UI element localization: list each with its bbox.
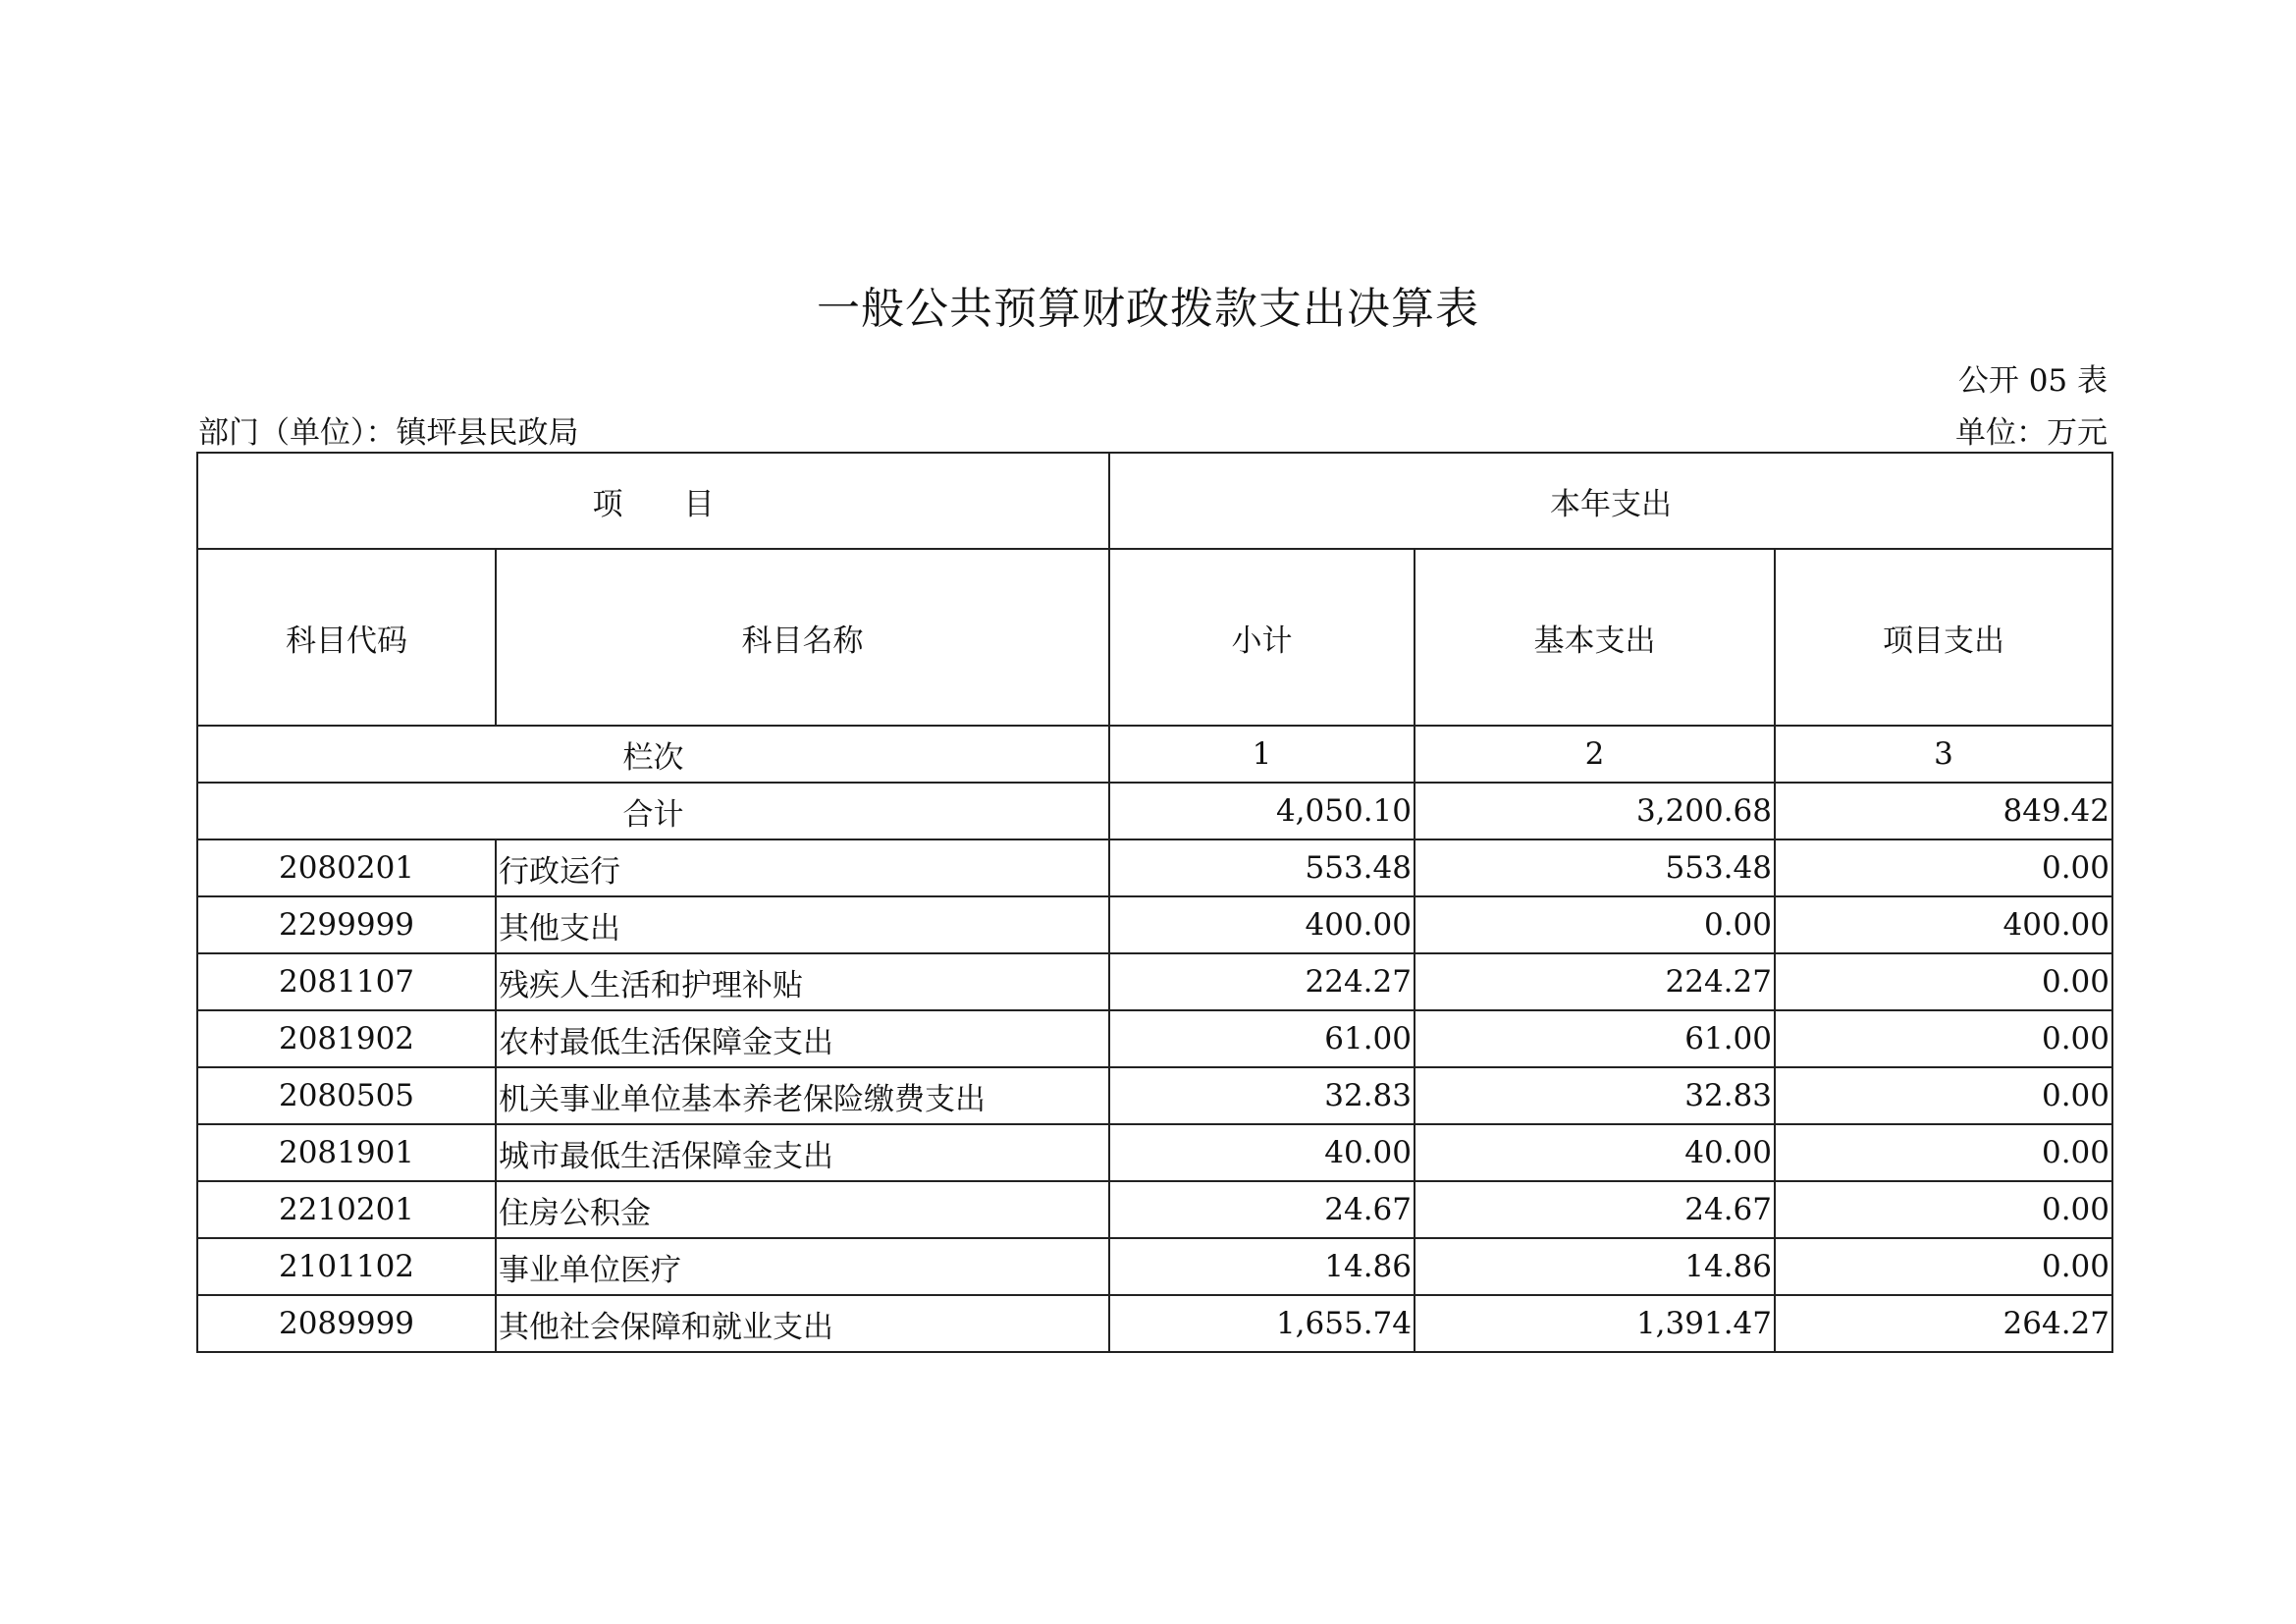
row-subtotal: 224.27 (1109, 953, 1415, 1010)
row-code: 2101102 (197, 1238, 496, 1295)
row-code: 2080505 (197, 1067, 496, 1124)
expenditure-table (196, 452, 2113, 1353)
total-row (197, 783, 2112, 839)
unit-label: 单位：万元 (1955, 415, 2108, 451)
row-project: 400.00 (1775, 896, 2112, 953)
column-number-row (197, 726, 2112, 783)
row-project: 0.00 (1775, 1181, 2112, 1238)
row-subtotal: 1,655.74 (1109, 1295, 1415, 1352)
row-project: 0.00 (1775, 1010, 2112, 1067)
header-row-bottom (197, 549, 2112, 726)
column-number-3: 3 (1775, 726, 2112, 783)
row-code: 2210201 (197, 1181, 496, 1238)
row-code: 2080201 (197, 839, 496, 896)
column-number-label: 栏次 (197, 726, 1109, 783)
row-name: 事业单位医疗 (496, 1238, 1109, 1295)
header-row-top (197, 453, 2112, 549)
row-name: 城市最低生活保障金支出 (496, 1124, 1109, 1181)
row-project: 0.00 (1775, 839, 2112, 896)
header-subtotal: 小计 (1109, 549, 1415, 726)
table-row (197, 1124, 2112, 1181)
row-basic: 553.48 (1415, 839, 1775, 896)
row-subtotal: 14.86 (1109, 1238, 1415, 1295)
row-subtotal: 400.00 (1109, 896, 1415, 953)
column-number-1: 1 (1109, 726, 1415, 783)
row-basic: 14.86 (1415, 1238, 1775, 1295)
header-name: 科目名称 (496, 549, 1109, 726)
form-number: 公开 05 表 (1957, 363, 2108, 399)
row-subtotal: 40.00 (1109, 1124, 1415, 1181)
row-basic: 1,391.47 (1415, 1295, 1775, 1352)
header-current-year: 本年支出 (1109, 453, 2112, 549)
table-row (197, 896, 2112, 953)
column-number-2: 2 (1415, 726, 1775, 783)
row-code: 2081107 (197, 953, 496, 1010)
row-basic: 40.00 (1415, 1124, 1775, 1181)
header-project: 项目支出 (1775, 549, 2112, 726)
table-row (197, 1010, 2112, 1067)
row-basic: 24.67 (1415, 1181, 1775, 1238)
row-project: 0.00 (1775, 1238, 2112, 1295)
table-row (197, 1067, 2112, 1124)
header-basic: 基本支出 (1415, 549, 1775, 726)
department-label: 部门（单位）：镇坪县民政局 (198, 415, 579, 451)
row-name: 机关事业单位基本养老保险缴费支出 (496, 1067, 1109, 1124)
total-project: 849.42 (1775, 783, 2112, 839)
total-basic: 3,200.68 (1415, 783, 1775, 839)
row-code: 2089999 (197, 1295, 496, 1352)
row-name: 残疾人生活和护理补贴 (496, 953, 1109, 1010)
row-subtotal: 24.67 (1109, 1181, 1415, 1238)
row-basic: 224.27 (1415, 953, 1775, 1010)
row-project: 0.00 (1775, 1067, 2112, 1124)
row-subtotal: 32.83 (1109, 1067, 1415, 1124)
row-basic: 0.00 (1415, 896, 1775, 953)
row-name: 农村最低生活保障金支出 (496, 1010, 1109, 1067)
row-project: 264.27 (1775, 1295, 2112, 1352)
table-row (197, 1181, 2112, 1238)
row-name: 其他社会保障和就业支出 (496, 1295, 1109, 1352)
table-row (197, 839, 2112, 896)
table-row (197, 953, 2112, 1010)
row-name: 其他支出 (496, 896, 1109, 953)
row-project: 0.00 (1775, 953, 2112, 1010)
row-subtotal: 553.48 (1109, 839, 1415, 896)
total-label: 合计 (197, 783, 1109, 839)
row-name: 行政运行 (496, 839, 1109, 896)
total-subtotal: 4,050.10 (1109, 783, 1415, 839)
row-name: 住房公积金 (496, 1181, 1109, 1238)
row-code: 2081901 (197, 1124, 496, 1181)
row-code: 2081902 (197, 1010, 496, 1067)
table-row (197, 1295, 2112, 1352)
header-code: 科目代码 (197, 549, 496, 726)
table-row (197, 1238, 2112, 1295)
row-basic: 61.00 (1415, 1010, 1775, 1067)
row-project: 0.00 (1775, 1124, 2112, 1181)
page-title: 一般公共预算财政拨款支出决算表 (817, 284, 1479, 334)
row-basic: 32.83 (1415, 1067, 1775, 1124)
row-code: 2299999 (197, 896, 496, 953)
row-subtotal: 61.00 (1109, 1010, 1415, 1067)
header-item: 项 目 (197, 453, 1109, 549)
